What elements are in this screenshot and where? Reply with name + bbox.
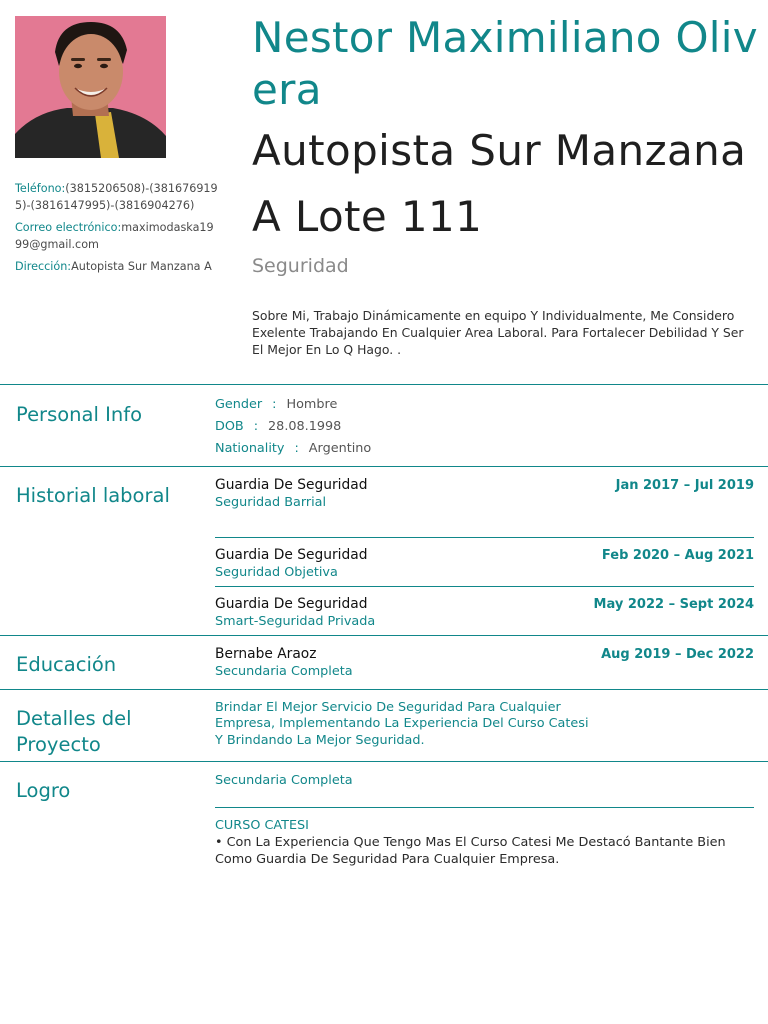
dob-key: DOB	[215, 419, 244, 434]
achievement-item-2-title: CURSO CATESI	[215, 818, 309, 833]
work-history-title: Historial laboral	[16, 484, 170, 507]
email-label: Correo electrónico:	[15, 221, 122, 234]
personal-info-title: Personal Info	[16, 403, 142, 426]
entry-divider	[215, 586, 754, 587]
education-dates: Aug 2019 – Dec 2022	[601, 647, 754, 662]
education-entry	[215, 646, 754, 679]
job-title: Seguridad	[252, 255, 349, 277]
achievement-item-1: Secundaria Completa	[215, 773, 353, 788]
phone-value: (3815206508)-(3816769195)-(3816147995)-(3816904276)	[15, 182, 218, 212]
job-entry-dates: May 2022 – Sept 2024	[593, 597, 754, 612]
nationality-value: Argentino	[308, 441, 372, 456]
section-divider	[0, 761, 768, 762]
gender-value: Hombre	[286, 397, 338, 412]
dob-sep: :	[253, 419, 259, 434]
project-title: Detalles del Proyecto	[16, 707, 132, 756]
dob-row	[215, 419, 341, 434]
job-entry-dates: Jan 2017 – Jul 2019	[615, 478, 754, 493]
phone-label: Teléfono:	[15, 182, 66, 195]
entry-divider	[215, 537, 754, 538]
header-address: Autopista Sur Manzana A Lote 111	[252, 126, 747, 241]
gender-sep: :	[272, 397, 277, 412]
nationality-key: Nationality	[215, 441, 285, 456]
job-entry-title: Guardia De Seguridad	[215, 547, 368, 563]
candidate-name: Nestor Maximiliano Olivera	[252, 13, 758, 114]
address-value: Autopista Sur Manzana A	[71, 260, 212, 273]
nationality-sep: :	[294, 441, 299, 456]
job-entry-title: Guardia De Seguridad	[215, 477, 368, 493]
address-row	[15, 259, 220, 276]
email-row	[15, 220, 220, 253]
email-value: maximodaska1999@gmail.com	[15, 221, 214, 251]
entry-divider	[215, 807, 754, 808]
job-entry	[215, 477, 754, 510]
job-entry	[215, 547, 754, 580]
job-entry	[215, 596, 754, 629]
nationality-row	[215, 441, 371, 456]
section-divider	[0, 689, 768, 690]
contact-block	[15, 181, 220, 282]
phone-row	[15, 181, 220, 214]
about-text: Sobre Mi, Trabajo Dinámicamente en equipo Y Individualmente, Me Considero Exelente Trabajando En Cualquier Area Laboral. Para Fortalecer Debilidad Y Ser El Mejor En Lo Q Hago. .	[252, 308, 744, 358]
profile-photo	[15, 16, 166, 158]
job-entry-dates: Feb 2020 – Aug 2021	[601, 548, 754, 563]
job-entry-title: Guardia De Seguridad	[215, 596, 368, 612]
education-school: Bernabe Araoz	[215, 646, 317, 662]
education-title: Educación	[16, 653, 117, 676]
achievements-title: Logro	[16, 779, 71, 802]
job-entry-company: Seguridad Objetiva	[215, 565, 338, 580]
section-divider	[0, 635, 768, 636]
education-degree: Secundaria Completa	[215, 664, 353, 679]
gender-row	[215, 397, 337, 412]
job-entry-company: Seguridad Barrial	[215, 495, 327, 510]
gender-key: Gender	[215, 397, 263, 412]
achievement-item-2-text: • Con La Experiencia Que Tengo Mas El Curso Catesi Me Destacó Bantante Bien Como Guardia De Seguridad Para Cualquier Empresa.	[215, 835, 726, 867]
dob-value: 28.08.1998	[268, 419, 342, 434]
job-entry-company: Smart-Seguridad Privada	[215, 614, 376, 629]
person-portrait-image	[15, 16, 166, 158]
section-divider	[0, 466, 768, 467]
project-text: Brindar El Mejor Servicio De Seguridad Para Cualquier Empresa, Implementando La Experiencia Del Curso Catesi Y Brindando La Mejor Seguridad.	[215, 700, 589, 748]
address-label: Dirección:	[15, 260, 72, 273]
section-divider	[0, 384, 768, 385]
